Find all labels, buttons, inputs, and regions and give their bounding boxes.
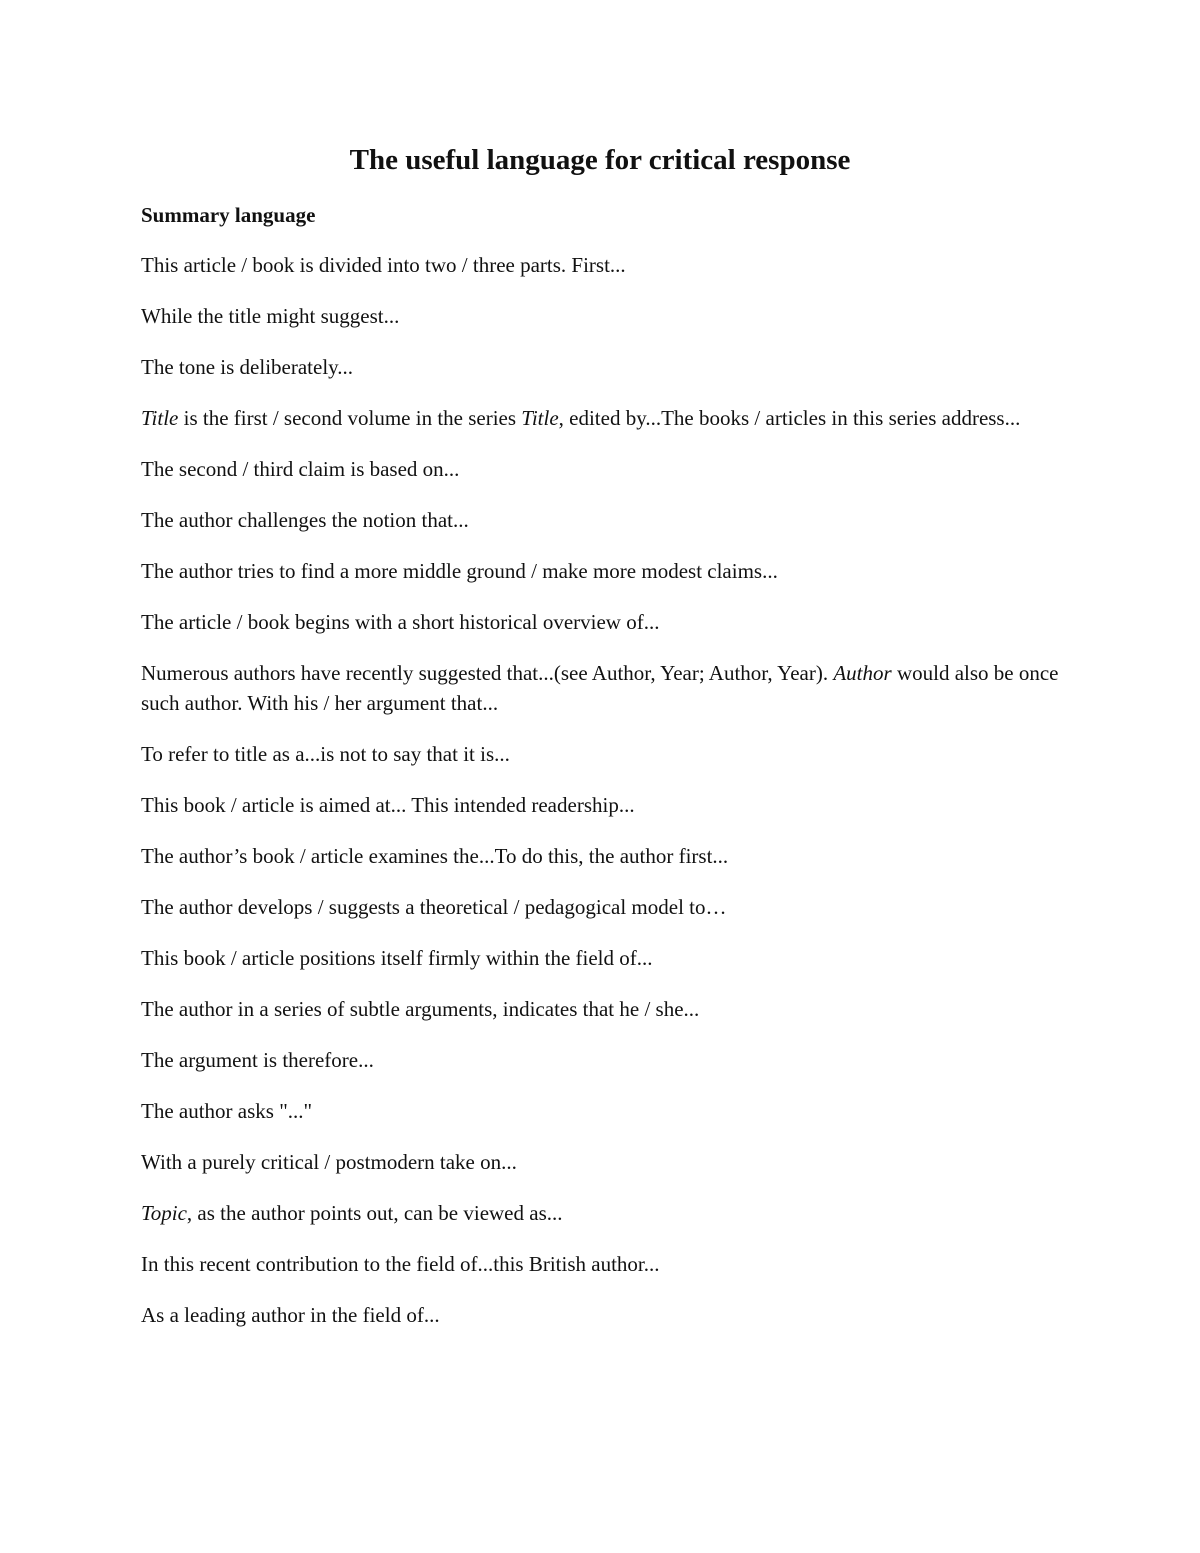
text-run: The author challenges the notion that... — [141, 508, 469, 532]
text-run: As a leading author in the field of... — [141, 1303, 440, 1327]
text-run: To refer to title as a...is not to say that it is... — [141, 742, 510, 766]
phrase-item — [141, 1045, 1066, 1075]
text-run: is the first / second volume in the series — [178, 406, 522, 430]
phrase-list — [141, 250, 1066, 1330]
phrase-item — [141, 250, 1066, 280]
text-run: The author in a series of subtle arguments, indicates that he / she... — [141, 997, 700, 1021]
text-run: The author develops / suggests a theoretical / pedagogical model to… — [141, 895, 727, 919]
text-run: This article / book is divided into two / three parts. First... — [141, 253, 626, 277]
text-run: , edited by...The books / articles in this series address... — [558, 406, 1021, 430]
text-run: The author tries to find a more middle ground / make more modest claims... — [141, 559, 778, 583]
text-run: This book / article positions itself firmly within the field of... — [141, 946, 653, 970]
text-run: The author asks "..." — [141, 1099, 313, 1123]
phrase-item — [141, 658, 1066, 718]
phrase-item — [141, 454, 1066, 484]
text-run: The argument is therefore... — [141, 1048, 374, 1072]
phrase-item — [141, 352, 1066, 382]
phrase-item — [141, 943, 1066, 973]
text-run: , as the author points out, can be viewed as... — [186, 1201, 563, 1225]
italic-run: Title — [521, 406, 559, 430]
phrase-item — [141, 892, 1066, 922]
section-heading: Summary language — [141, 203, 316, 227]
text-run: The tone is deliberately... — [141, 355, 354, 379]
phrase-item — [141, 1096, 1066, 1126]
phrase-item — [141, 739, 1066, 769]
phrase-item — [141, 403, 1066, 433]
text-run: would also be once such author. With his / her argument that... — [141, 661, 1059, 715]
phrase-item — [141, 994, 1066, 1024]
text-run: This book / article is aimed at... This intended readership... — [141, 793, 635, 817]
page-title: The useful language for critical response — [349, 144, 851, 176]
italic-run: Title — [141, 406, 179, 430]
text-run: With a purely critical / postmodern take on... — [141, 1150, 517, 1174]
phrase-item — [141, 1300, 1066, 1330]
phrase-item — [141, 1249, 1066, 1279]
document-body — [141, 200, 1066, 1351]
italic-run: Author — [833, 661, 892, 685]
text-run: The second / third claim is based on... — [141, 457, 460, 481]
text-run: Numerous authors have recently suggested that...(see Author, Year; Author, Year). — [141, 661, 834, 685]
text-run: While the title might suggest... — [141, 304, 400, 328]
italic-run: Topic — [141, 1201, 187, 1225]
phrase-item — [141, 505, 1066, 535]
phrase-item — [141, 1147, 1066, 1177]
phrase-item — [141, 1198, 1066, 1228]
text-run: In this recent contribution to the field of...this British author... — [141, 1252, 660, 1276]
phrase-item — [141, 301, 1066, 331]
phrase-item — [141, 607, 1066, 637]
phrase-item — [141, 841, 1066, 871]
phrase-item — [141, 556, 1066, 586]
text-run: The author’s book / article examines the...To do this, the author first... — [141, 844, 729, 868]
text-run: The article / book begins with a short historical overview of... — [141, 610, 660, 634]
phrase-item — [141, 790, 1066, 820]
